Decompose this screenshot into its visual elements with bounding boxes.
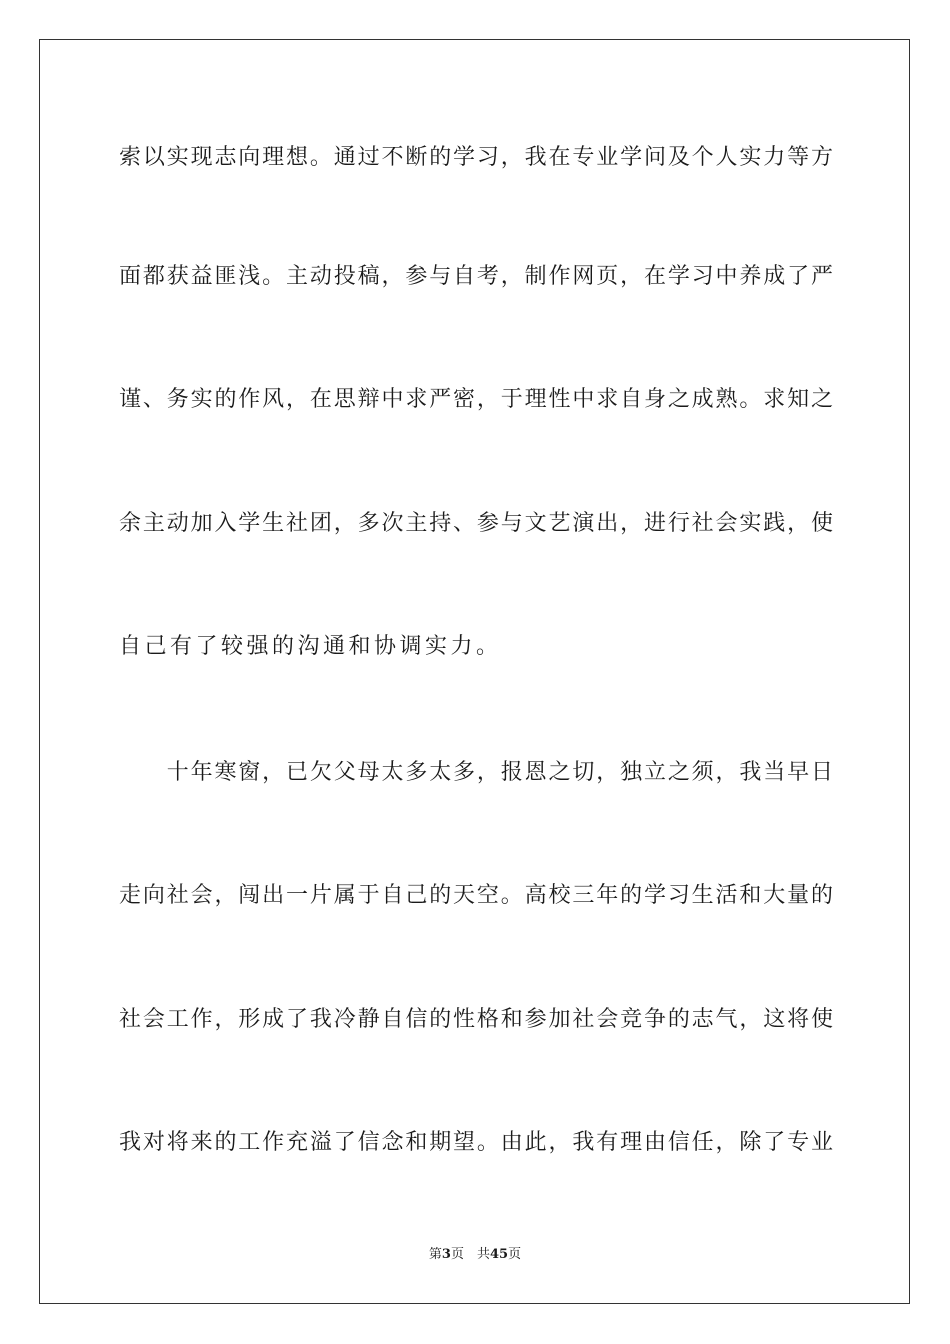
- body-text-line-2: 面都获益匪浅。主动投稿，参与自考，制作网页，在学习中养成了严: [119, 264, 833, 289]
- total-prefix: 共: [476, 1247, 490, 1262]
- page-border: [39, 39, 910, 1304]
- body-text-line-4: 余主动加入学生社团，多次主持、参与文艺演出，进行社会实践，使: [119, 511, 833, 536]
- body-text-line-8: 社会工作，形成了我冷静自信的性格和参加社会竞争的志气，这将使: [119, 1007, 833, 1032]
- body-text-line-5: 自己有了较强的沟通和协调实力。: [119, 634, 502, 659]
- total-suffix: 页: [508, 1247, 522, 1262]
- body-text-line-3: 谨、务实的作风，在思辩中求严密，于理性中求自身之成熟。求知之: [119, 387, 833, 412]
- body-text-line-9: 我对将来的工作充溢了信念和期望。由此，我有理由信任，除了专业: [119, 1130, 833, 1155]
- body-text-line-7: 走向社会，闯出一片属于自己的天空。高校三年的学习生活和大量的: [119, 883, 833, 908]
- page-footer: [0, 1246, 950, 1264]
- body-text-line-1: 索以实现志向理想。通过不断的学习，我在专业学问及个人实力等方: [119, 145, 833, 170]
- total-pages: 45: [490, 1247, 509, 1262]
- page-number: 3: [441, 1247, 451, 1262]
- body-text-line-6: 十年寒窗，已欠父母太多太多，报恩之切，独立之须，我当早日: [119, 760, 833, 785]
- page-suffix: 页: [450, 1247, 464, 1262]
- page-prefix: 第: [428, 1247, 442, 1262]
